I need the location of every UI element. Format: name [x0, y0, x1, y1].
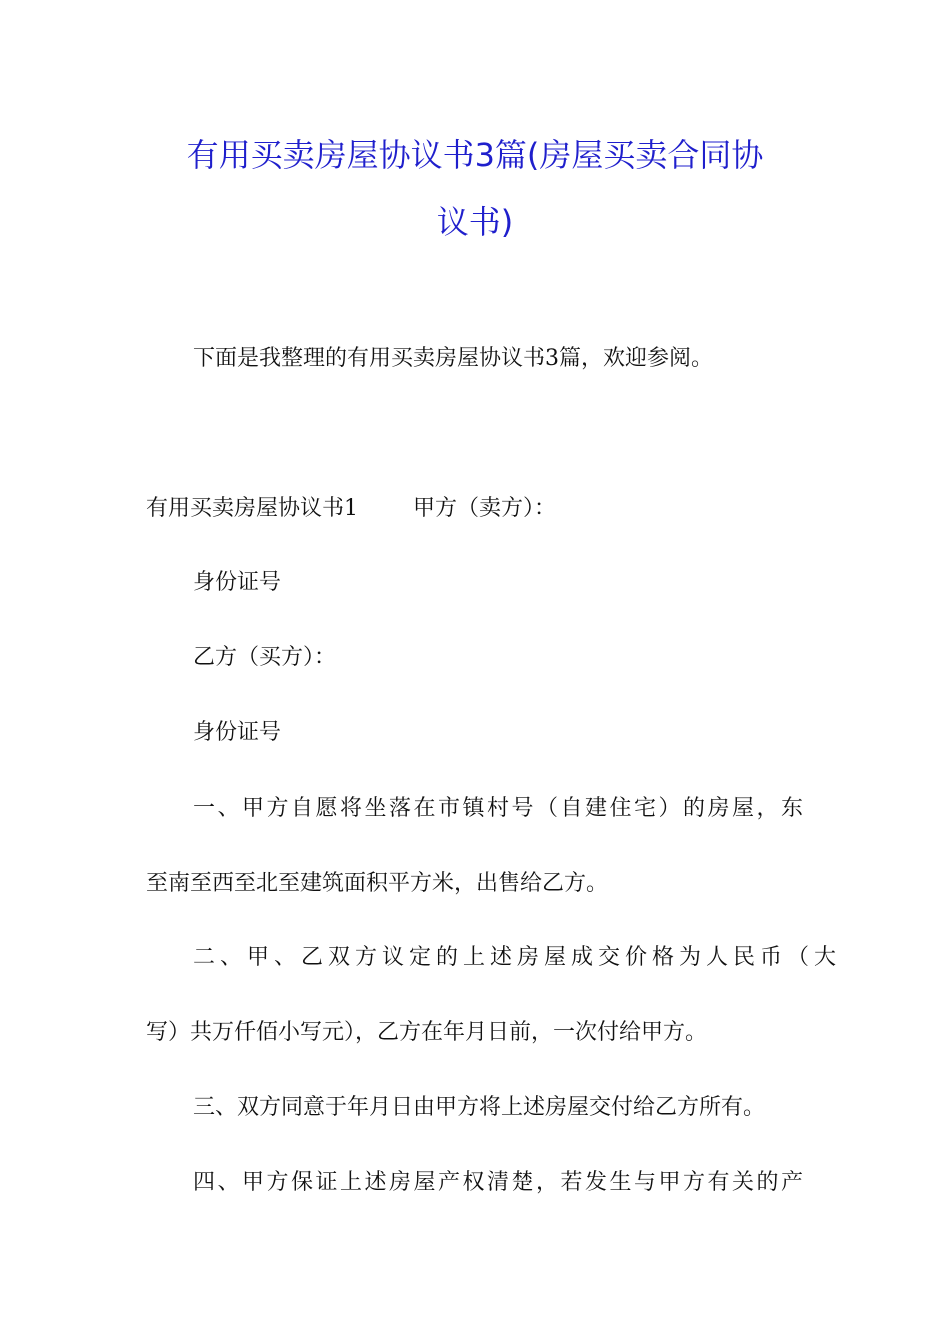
- section-heading-row: [146, 494, 816, 524]
- clause-2-line-1: 二、甲、乙双方议定的上述房屋成交价格为人民币（大: [193, 945, 842, 970]
- party-a-label: 甲方（卖方）：: [413, 496, 557, 521]
- id-label-b: 身份证号: [193, 720, 282, 745]
- clause-4-line-1: 四、甲方保证上述房屋产权清楚，若发生与甲方有关的产: [193, 1170, 806, 1195]
- clause-1-line-2: 至南至西至北至建筑面积平方米，出售给乙方。: [146, 871, 609, 896]
- intro-paragraph: 下面是我整理的有用买卖房屋协议书3篇，欢迎参阅。: [193, 346, 713, 371]
- clause-3-line-1: 三、双方同意于年月日由甲方将上述房屋交付给乙方所有。: [193, 1095, 766, 1120]
- party-b-label: 乙方（买方）：: [193, 645, 337, 670]
- document-title-line-2: 议书): [436, 203, 514, 241]
- clause-2-line-2: 写）共万仟佰小写元），乙方在年月日前，一次付给甲方。: [146, 1020, 708, 1045]
- section-heading: 有用买卖房屋协议书1: [146, 496, 358, 521]
- id-label-a: 身份证号: [193, 570, 282, 595]
- document-title-line-1: 有用买卖房屋协议书3篇(房屋买卖合同协: [186, 136, 764, 174]
- clause-1-line-1: [193, 794, 806, 824]
- clause-1-text: 一、甲方自愿将坐落在市镇村号（自建住宅）的房屋，东: [193, 796, 806, 821]
